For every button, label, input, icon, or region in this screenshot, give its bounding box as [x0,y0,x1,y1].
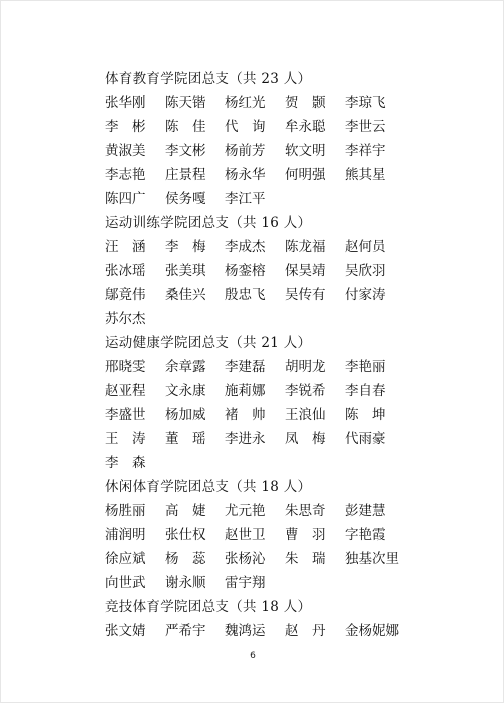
name-row [105,187,465,211]
member-name: 严希宇 [165,623,206,639]
member-name: 李志艳 [105,167,146,183]
member-name: 李 彬 [105,119,146,135]
name-row [105,139,465,163]
member-name: 侯务嘎 [165,191,206,207]
section [105,595,465,643]
member-name: 李文彬 [165,143,206,159]
section [105,331,465,475]
member-name: 张冰瑶 [105,263,146,279]
section-title: 运动健康学院团总支（共 21 人） [105,335,312,351]
member-name: 李自春 [345,383,386,399]
member-name: 陈天锴 [165,95,206,111]
name-row [105,379,465,403]
member-name: 张华刚 [105,95,146,111]
member-name: 朱 瑞 [285,551,326,567]
member-name: 李建磊 [225,359,266,375]
member-name: 熊其星 [345,167,386,183]
name-row [105,283,465,307]
member-name: 李江平 [225,191,266,207]
member-name: 朱思奇 [285,503,326,519]
name-row [105,403,465,427]
member-name: 鄔竟伟 [105,287,146,303]
member-name: 牟永聪 [285,119,326,135]
member-name: 陈 佳 [165,119,206,135]
member-name: 李祥宇 [345,143,386,159]
name-row [105,115,465,139]
member-name: 赵何员 [345,239,386,255]
name-row [105,619,465,643]
member-name: 董 瑶 [165,431,206,447]
member-name: 陈龙福 [285,239,326,255]
member-name: 陈四广 [105,191,146,207]
member-name: 殷忠飞 [225,287,266,303]
member-name: 杨前芳 [225,143,266,159]
member-name: 李成杰 [225,239,266,255]
member-name: 杨胜丽 [105,503,146,519]
member-name: 曹 羽 [285,527,326,543]
member-name: 赵亚程 [105,383,146,399]
member-name: 李 梅 [165,239,206,255]
member-name: 高 婕 [165,503,206,519]
member-name: 尤元艳 [225,503,266,519]
member-name: 徐应斌 [105,551,146,567]
member-name: 浦润明 [105,527,146,543]
member-name: 字艳霞 [345,527,386,543]
member-name: 陈 坤 [345,407,386,423]
member-name: 独基次里 [345,551,399,567]
page-number: 6 [250,651,256,661]
member-name: 杨红光 [225,95,266,111]
member-name: 桑佳兴 [165,287,206,303]
member-name: 李盛世 [105,407,146,423]
member-name: 张美琪 [165,263,206,279]
member-name: 付家涛 [345,287,386,303]
member-name: 王 涛 [105,431,146,447]
name-row [105,91,465,115]
member-name: 杨 蕊 [165,551,206,567]
member-name: 贺 颢 [285,95,326,111]
section-title: 休闲体育学院团总支（共 18 人） [105,479,312,495]
section [105,211,465,331]
member-name: 代雨豪 [345,431,386,447]
name-row [105,427,465,451]
member-name: 杨加威 [165,407,206,423]
member-name: 汪 涵 [105,239,146,255]
member-name: 褚 帅 [225,407,266,423]
name-row [105,307,465,331]
member-name: 张杨沁 [225,551,266,567]
member-name: 李进永 [225,431,266,447]
member-name: 李锐希 [285,383,326,399]
name-row [105,523,465,547]
member-name: 苏尔杰 [105,311,146,327]
name-row [105,163,465,187]
name-row [105,499,465,523]
member-name: 赵 丹 [285,623,326,639]
member-list [105,67,465,643]
member-name: 魏鸿运 [225,623,266,639]
member-name: 杨銮榕 [225,263,266,279]
member-name: 吴传有 [285,287,326,303]
name-row [105,355,465,379]
member-name: 李琼飞 [345,95,386,111]
section [105,67,465,211]
member-name: 代 询 [225,119,266,135]
member-name: 张文婧 [105,623,146,639]
name-row [105,451,465,475]
member-name: 保昊靖 [285,263,326,279]
member-name: 李 森 [105,455,146,471]
name-row [105,235,465,259]
member-name: 金杨妮娜 [345,623,399,639]
name-row [105,571,465,595]
member-name: 向世武 [105,575,146,591]
member-name: 黄淑美 [105,143,146,159]
member-name: 雷宇翔 [225,575,266,591]
member-name: 彭建慧 [345,503,386,519]
section [105,475,465,595]
name-row [105,259,465,283]
member-name: 吴欣羽 [345,263,386,279]
member-name: 胡明龙 [285,359,326,375]
section-title: 体育教育学院团总支（共 23 人） [105,71,312,87]
section-title: 竞技体育学院团总支（共 18 人） [105,599,312,615]
member-name: 邢晓雯 [105,359,146,375]
member-name: 王浪仙 [285,407,326,423]
member-name: 谢永顺 [165,575,206,591]
section-title: 运动训练学院团总支（共 16 人） [105,215,312,231]
member-name: 赵世卫 [225,527,266,543]
member-name: 余章露 [165,359,206,375]
member-name: 何明强 [285,167,326,183]
member-name: 李艳丽 [345,359,386,375]
member-name: 软文明 [285,143,326,159]
member-name: 施莉娜 [225,383,266,399]
member-name: 文永康 [165,383,206,399]
member-name: 杨永华 [225,167,266,183]
member-name: 庄景程 [165,167,206,183]
name-row [105,547,465,571]
member-name: 张仕权 [165,527,206,543]
member-name: 凤 梅 [285,431,326,447]
member-name: 李世云 [345,119,386,135]
